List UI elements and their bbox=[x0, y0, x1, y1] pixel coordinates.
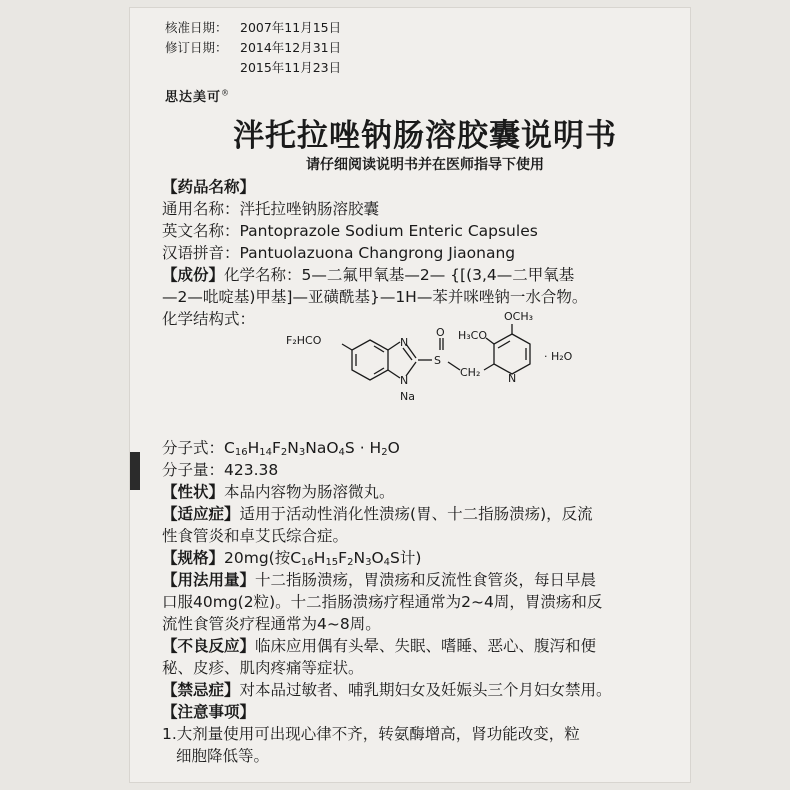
weight-label: 分子量： bbox=[162, 461, 225, 479]
ingredients-heading: 【成份】 bbox=[162, 266, 225, 284]
pinyin-name-value: Pantuolazuona Changrong Jiaonang bbox=[239, 244, 516, 262]
contraindications-heading: 【禁忌症】 bbox=[162, 681, 240, 699]
revision-date-row bbox=[165, 38, 341, 58]
approval-date-value: 2007年11月15日 bbox=[240, 20, 342, 35]
generic-name-value: 泮托拉唑钠肠溶胶囊 bbox=[239, 200, 380, 218]
struct-h3co: H₃CO bbox=[458, 329, 488, 342]
struct-och3: OCH₃ bbox=[504, 310, 534, 323]
struct-pyridine-n: N bbox=[508, 372, 517, 385]
weight-value: 423.38 bbox=[224, 461, 279, 479]
dosage-line-3: 流性食管炎疗程通常为4~8周。 bbox=[162, 615, 381, 633]
precautions-row-2 bbox=[162, 745, 682, 767]
document-subtitle: 请仔细阅读说明书并在医师指导下使用 bbox=[306, 157, 544, 173]
adverse-row-2 bbox=[162, 657, 682, 679]
english-name-label: 英文名称： bbox=[162, 222, 240, 240]
formula-value: $C_{16}H_{14}F_2N_3NaO_4S \cdot H_2O$ bbox=[224, 439, 400, 458]
pinyin-name-label: 汉语拼音： bbox=[162, 244, 240, 262]
brand-logo-text: 思达美可 bbox=[165, 90, 222, 105]
struct-s: S bbox=[434, 354, 441, 367]
struct-h2o: · H₂O bbox=[544, 350, 573, 363]
revision-date-value-1: 2014年12月31日 bbox=[240, 40, 342, 55]
properties-text: 本品内容物为肠溶微丸。 bbox=[224, 483, 395, 501]
chemical-name-line-2: —2—吡啶基)甲基]—亚磺酰基}—1H—苯并咪唑钠一水合物。 bbox=[162, 288, 588, 306]
dosage-heading: 【用法用量】 bbox=[162, 571, 256, 589]
revision-date-value-2: 2015年11月23日 bbox=[240, 60, 342, 75]
adverse-row-1 bbox=[162, 635, 682, 657]
chemical-structure bbox=[282, 304, 602, 414]
adverse-line-2: 秘、皮疹、肌肉疼痛等症状。 bbox=[162, 659, 364, 677]
dosage-line-2: 口服40mg(2粒)。十二指肠溃疡疗程通常为2~4周，胃溃疡和反 bbox=[162, 593, 603, 611]
weight-row bbox=[162, 459, 682, 481]
pinyin-name-row bbox=[162, 242, 682, 264]
generic-name-row bbox=[162, 198, 682, 220]
chemical-structure-svg bbox=[282, 304, 602, 414]
drug-name-heading: 【药品名称】 bbox=[162, 178, 256, 196]
chemical-name-line-1: 化学名称：5—二氟甲氧基—2— {[(3,4—二甲氧基 bbox=[224, 266, 575, 284]
dosage-line-1: 十二指肠溃疡，胃溃疡和反流性食管炎，每日早晨 bbox=[255, 571, 597, 589]
registered-mark: ® bbox=[221, 88, 231, 98]
english-name-row bbox=[162, 220, 682, 242]
benzene-ring bbox=[352, 340, 388, 380]
indications-row-2 bbox=[162, 525, 682, 547]
struct-ch2: CH₂ bbox=[460, 366, 481, 379]
indications-line-1: 适用于活动性消化性溃疡(胃、十二指肠溃疡)，反流 bbox=[239, 505, 593, 523]
struct-n1: N bbox=[400, 336, 409, 349]
dosage-row-2 bbox=[162, 591, 682, 613]
revision-date-label: 修订日期： bbox=[165, 40, 228, 55]
precautions-line-2: 细胞降低等。 bbox=[176, 747, 270, 765]
specification-row bbox=[162, 547, 682, 569]
contraindications-row bbox=[162, 679, 682, 701]
struct-n2: N bbox=[400, 374, 409, 387]
leaflet-body bbox=[162, 176, 682, 767]
approval-date-label: 核准日期： bbox=[165, 20, 228, 35]
struct-o: O bbox=[436, 326, 445, 339]
dosage-row-1 bbox=[162, 569, 682, 591]
pyridine-ring bbox=[494, 334, 530, 374]
revision-date-row-2 bbox=[165, 58, 341, 78]
chemical-name-row-1 bbox=[162, 264, 682, 286]
approval-date-row bbox=[165, 18, 341, 38]
document-title: 泮托拉唑钠肠溶胶囊说明书 bbox=[233, 118, 617, 154]
date-block bbox=[165, 18, 341, 78]
precautions-row-1 bbox=[162, 723, 682, 745]
adverse-line-1: 临床应用偶有头晕、失眠、嗜睡、恶心、腹泻和便 bbox=[255, 637, 597, 655]
formula-label: 分子式： bbox=[162, 439, 225, 457]
indications-row-1 bbox=[162, 503, 682, 525]
precautions-line-1: 1.大剂量使用可出现心律不齐，转氨酶增高，肾功能改变，粒 bbox=[162, 725, 580, 743]
generic-name-label: 通用名称： bbox=[162, 200, 240, 218]
properties-heading: 【性状】 bbox=[162, 483, 225, 501]
dosage-row-3 bbox=[162, 613, 682, 635]
struct-f2hco: F₂HCO bbox=[286, 334, 322, 347]
properties-row bbox=[162, 481, 682, 503]
edge-mark bbox=[130, 452, 140, 490]
indications-line-2: 性食管炎和卓艾氏综合症。 bbox=[162, 527, 349, 545]
precautions-heading: 【注意事项】 bbox=[162, 703, 256, 721]
struct-na: Na bbox=[400, 390, 415, 403]
indications-heading: 【适应症】 bbox=[162, 505, 240, 523]
english-name-value: Pantoprazole Sodium Enteric Capsules bbox=[239, 222, 538, 240]
formula-row bbox=[162, 437, 682, 459]
contraindications-text: 对本品过敏者、哺乳期妇女及妊娠头三个月妇女禁用。 bbox=[239, 681, 612, 699]
precautions-heading-row bbox=[162, 701, 682, 723]
adverse-heading: 【不良反应】 bbox=[162, 637, 256, 655]
specification-heading: 【规格】 bbox=[162, 549, 225, 567]
structure-label: 化学结构式： bbox=[162, 310, 256, 328]
brand-logo bbox=[165, 86, 230, 105]
specification-value: 20mg(按$C_{16}H_{15}F_2N_3O_4S$计) bbox=[224, 549, 422, 568]
